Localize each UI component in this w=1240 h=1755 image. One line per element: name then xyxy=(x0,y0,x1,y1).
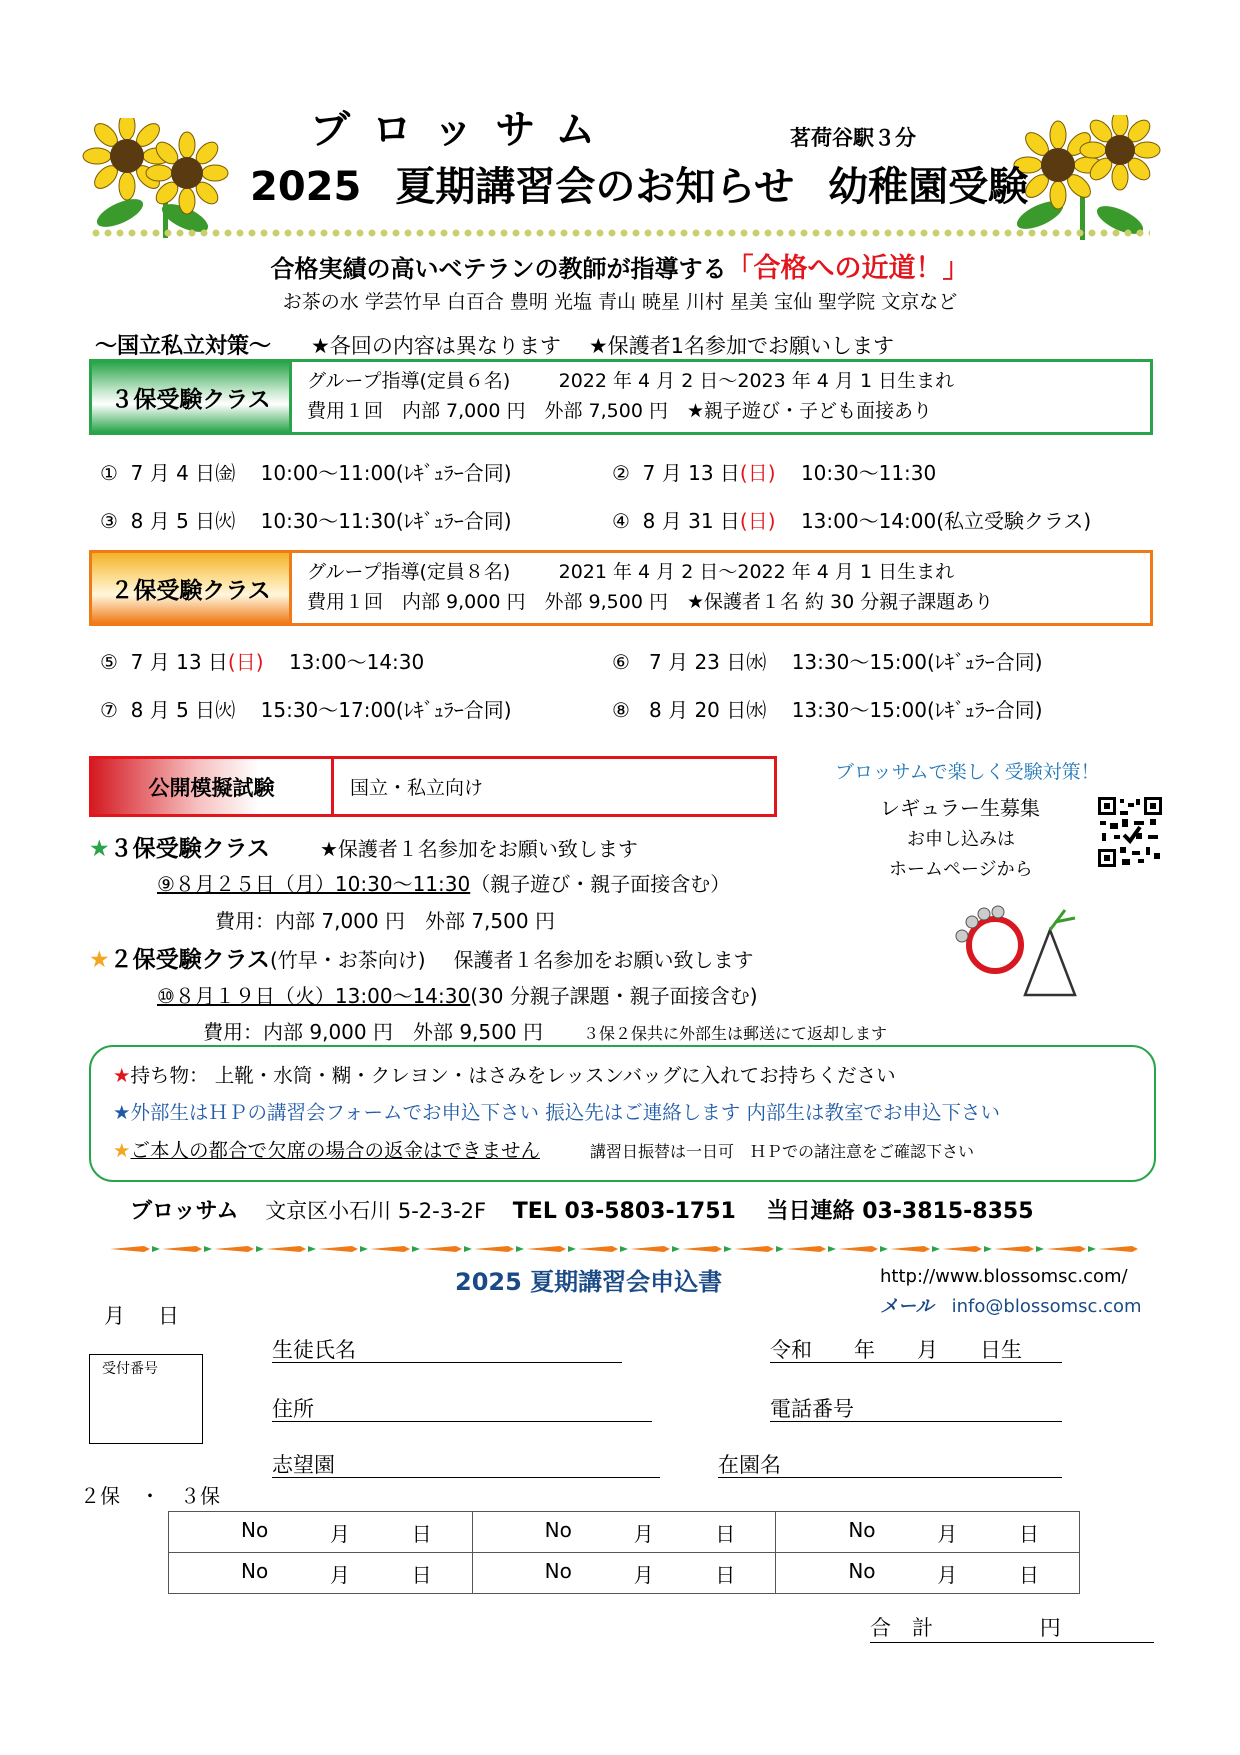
class3-box xyxy=(89,359,1153,435)
table-cell[interactable]: No 月 日 xyxy=(472,1512,776,1553)
star-icon: ★ xyxy=(89,836,110,862)
sunflower-left-icon xyxy=(75,118,235,240)
session-5: ⑤ 7 月 13 日(日) 13:00～14:30 xyxy=(100,650,425,674)
note-items: ★持ち物： 上靴・水筒・糊・クレヨン・はさみをレッスンバッグに入れてお持ちください xyxy=(113,1064,896,1087)
table-cell[interactable]: No 月 日 xyxy=(472,1553,776,1594)
phone-field[interactable]: 電話番号 xyxy=(770,1393,1062,1422)
tambourine-triangle-icon xyxy=(950,900,1090,1010)
contact-same-day: 当日連絡 03-3815-8355 xyxy=(766,1199,1034,1224)
qr-code-icon[interactable] xyxy=(1096,795,1164,869)
policy-line xyxy=(95,329,894,360)
title-subtitle: 幼稚園受験 xyxy=(828,164,1029,210)
tagline-highlight: 「合格への近道！」 xyxy=(726,253,970,284)
class3-line2: 費用１回 内部 7,000 円 外部 7,500 円 ★親子遊び・子ども面接あり xyxy=(307,400,932,422)
table-cell[interactable]: No 月 日 xyxy=(776,1553,1080,1594)
current-school-field[interactable]: 在園名 xyxy=(718,1449,1062,1478)
session-4: ④ 8 月 31 日(日) 13:00～14:00(私立受験クラス) xyxy=(612,509,1092,533)
table-row xyxy=(169,1512,1080,1553)
class3-line1: グループ指導(定員６名) 2022 年 4 月 2 日～2023 年 4 月 1 日生まれ xyxy=(307,370,955,392)
session-select-table xyxy=(168,1511,1080,1594)
receipt-number-box[interactable]: 受付番号 xyxy=(89,1354,203,1444)
contact-line xyxy=(130,1194,1034,1225)
mock-class2-fee: 費用：内部 9,000 円 外部 9,500 円 ３保２保共に外部生は郵送にて返却します xyxy=(203,1020,887,1044)
promo-line-1: レギュラー生募集 xyxy=(880,796,1040,820)
address-field[interactable]: 住所 xyxy=(272,1393,652,1422)
contact-tel: TEL 03-5803-1751 xyxy=(512,1199,736,1224)
mock-exam-info: 国立・私立向け xyxy=(350,777,484,799)
promo-title: ブロッサムで楽しく受験対策！ xyxy=(835,761,1100,783)
birth-date-field[interactable]: 令和 年 月 日生 xyxy=(770,1334,1062,1363)
policy-note-1: ★各回の内容は異なります xyxy=(311,334,561,358)
preferred-school-field[interactable]: 志望園 xyxy=(272,1449,660,1478)
school-list: お茶の水 学芸竹早 白百合 豊明 光塩 青山 暁星 川村 星美 宝仙 聖学院 文京など xyxy=(282,291,958,313)
station-note: 茗荷谷駅３分 xyxy=(790,126,916,150)
course-select[interactable]: ２保 ・ ３保 xyxy=(80,1484,220,1508)
contact-address: 文京区小石川 5-2-3-2F xyxy=(265,1199,487,1223)
mail-link[interactable]: info@blossomsc.com xyxy=(951,1296,1142,1317)
mock-class3-session: ⑨８月２５日（月）10:30～11:30（親子遊び・親子面接含む） xyxy=(157,872,731,896)
session-7: ⑦ 8 月 5 日㈫ 15:30～17:00(ﾚｷﾞｭﾗｰ合同) xyxy=(100,698,512,722)
class2-label: ２保受験クラス xyxy=(92,553,292,623)
title-text: 夏期講習会のお知らせ xyxy=(395,164,795,210)
mock-exam-label: 公開模擬試験 xyxy=(92,759,334,814)
brand-katakana-title: ブロッサム xyxy=(310,107,618,153)
mock-class3-fee: 費用：内部 7,000 円 外部 7,500 円 xyxy=(215,909,555,933)
tagline-text: 合格実績の高いベテランの教師が指導する xyxy=(270,255,727,283)
page-title xyxy=(250,155,1028,212)
session-8: ⑧ 8 月 20 日㈬ 13:30～15:00(ﾚｷﾞｭﾗｰ合同) xyxy=(612,698,1043,722)
mock-class2-session: ⑩８月１９日（火）13:00～14:30(30 分親子課題・親子面接含む) xyxy=(157,984,758,1008)
note-application: ★外部生はＨＰの講習会フォームでお申込下さい 振込先はご連絡します 内部生は教室でお申込下さい xyxy=(113,1101,1000,1124)
website-link[interactable]: http://www.blossomsc.com/ xyxy=(880,1266,1128,1287)
star-icon: ★ xyxy=(89,947,110,973)
table-cell[interactable]: No 月 日 xyxy=(169,1553,473,1594)
contact-name: ブロッサム xyxy=(130,1199,239,1224)
session-2: ② 7 月 13 日(日) 10:30～11:30 xyxy=(612,461,937,485)
notes-box xyxy=(89,1045,1156,1182)
student-name-field[interactable]: 生徒氏名 xyxy=(272,1334,622,1363)
class3-label: ３保受験クラス xyxy=(92,362,292,432)
class2-box xyxy=(89,550,1153,626)
note-refund: ★ご本人の都合で欠席の場合の返金はできません 講習日振替は一日可 ＨＰでの諸注意をご確認下さい xyxy=(113,1139,975,1162)
table-cell[interactable]: No 月 日 xyxy=(776,1512,1080,1553)
dotted-divider xyxy=(90,229,1150,237)
class3-info xyxy=(307,366,954,426)
session-6: ⑥ 7 月 23 日㈬ 13:30～15:00(ﾚｷﾞｭﾗｰ合同) xyxy=(612,650,1043,674)
promo-line-2: お申し込みは xyxy=(907,829,1015,850)
mail-line: メール info@blossomsc.com xyxy=(880,1296,1142,1317)
policy-note-2: ★保護者1名参加でお願いします xyxy=(588,334,895,358)
total-field[interactable]: 合 計 円 xyxy=(870,1612,1154,1643)
mock-class2-heading: ★２保受験クラス(竹早・お茶向け) 保護者１名参加をお願い致します xyxy=(89,947,754,973)
session-1: ① 7 月 4 日㈮ 10:00～11:00(ﾚｷﾞｭﾗｰ合同) xyxy=(100,461,512,485)
tagline xyxy=(0,246,1240,285)
form-title: 2025 夏期講習会申込書 xyxy=(455,1268,723,1296)
session-3: ③ 8 月 5 日㈫ 10:30～11:30(ﾚｷﾞｭﾗｰ合同) xyxy=(100,509,512,533)
class2-line2: 費用１回 内部 9,000 円 外部 9,500 円 ★保護者１名 約 30 分親子課題あり xyxy=(307,591,994,613)
mock-class3-heading: ★３保受験クラス ★保護者１名参加をお願い致します xyxy=(89,836,638,862)
mock-exam-box xyxy=(89,756,777,817)
policy-title: ～国立私立対策～ xyxy=(95,334,272,359)
class2-info xyxy=(307,557,993,617)
table-cell[interactable]: No 月 日 xyxy=(169,1512,473,1553)
class2-line1: グループ指導(定員８名) 2021 年 4 月 2 日～2022 年 4 月 1 日生まれ xyxy=(307,561,955,583)
arrow-divider xyxy=(110,1244,1140,1254)
form-month-day: 月 日 xyxy=(104,1304,185,1328)
table-row xyxy=(169,1553,1080,1594)
promo-line-3: ホームページから xyxy=(889,859,1033,880)
title-year: 2025 xyxy=(250,164,362,210)
